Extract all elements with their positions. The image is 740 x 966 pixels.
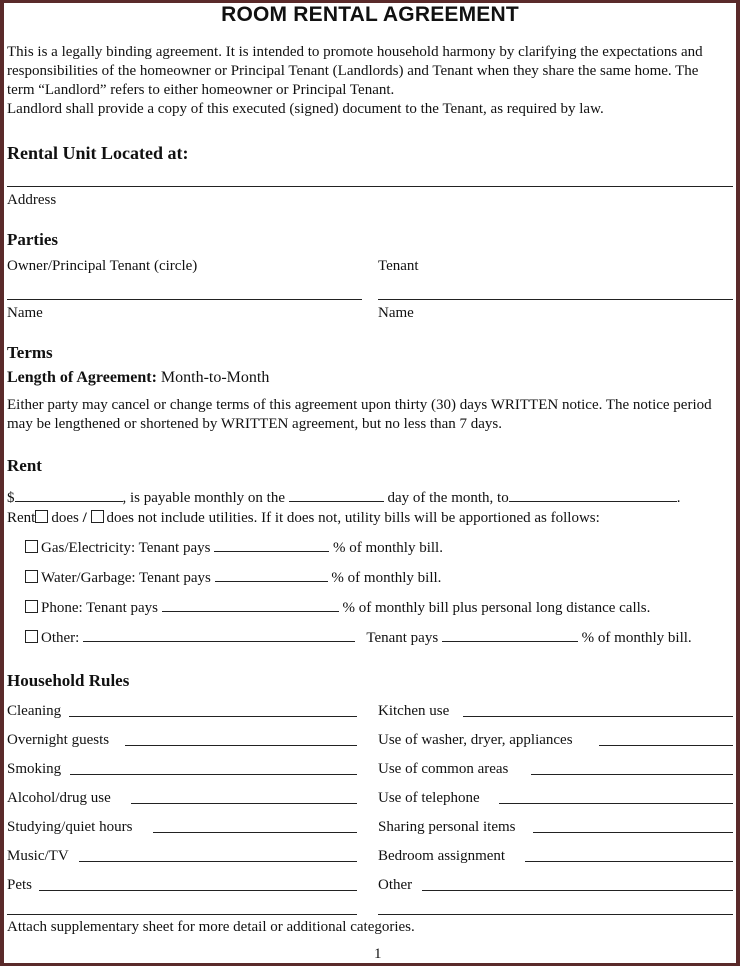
phone-label: Phone: Tenant pays bbox=[41, 600, 158, 616]
rule-washer-label: Use of washer, dryer, appliances bbox=[378, 732, 573, 748]
page-number: 1 bbox=[374, 946, 382, 962]
dollar-sign: $ bbox=[7, 490, 15, 506]
rule-pets-label: Pets bbox=[7, 877, 33, 893]
does-include-checkbox[interactable] bbox=[35, 510, 48, 523]
gas-percent-field[interactable] bbox=[214, 539, 329, 552]
slash-text: / bbox=[82, 510, 87, 526]
intro-text-1: This is a legally binding agreement. It is intended to promote household harmony by clarifying the expectations and responsibilities of the homeowner or Principal Tenant (Landlords) and Tenant when they share the same home. The term “Landlord” refers to either homeowner or Principal Tenant. bbox=[7, 44, 703, 98]
tenant-name-line[interactable] bbox=[378, 299, 733, 300]
rule-common-areas-line[interactable] bbox=[531, 774, 733, 775]
rule-music-line[interactable] bbox=[79, 861, 357, 862]
rule-other-label: Other bbox=[378, 877, 413, 893]
does-text: does bbox=[51, 510, 79, 526]
water-percent-field[interactable] bbox=[215, 569, 328, 582]
rule-other-line[interactable] bbox=[422, 890, 733, 891]
rule-kitchen-label: Kitchen use bbox=[378, 703, 450, 719]
rent-heading: Rent bbox=[7, 456, 42, 475]
other-checkbox[interactable] bbox=[25, 630, 38, 643]
rule-pets-line[interactable] bbox=[39, 890, 357, 891]
other-description-field[interactable] bbox=[83, 629, 355, 642]
rule-alcohol-label: Alcohol/drug use bbox=[7, 790, 111, 806]
rule-smoking-line[interactable] bbox=[70, 774, 357, 775]
rule-telephone-line[interactable] bbox=[499, 803, 733, 804]
other-percent-field[interactable] bbox=[442, 629, 578, 642]
other-suffix: % of monthly bill. bbox=[581, 630, 692, 646]
rule-cleaning-line[interactable] bbox=[69, 716, 357, 717]
rule-bedroom-label: Bedroom assignment bbox=[378, 848, 506, 864]
other-tenant-pays: Tenant pays bbox=[366, 630, 439, 646]
water-suffix: % of monthly bill. bbox=[331, 570, 442, 586]
household-rules-heading: Household Rules bbox=[7, 671, 130, 690]
phone-percent-field[interactable] bbox=[162, 599, 339, 612]
other-label: Other: bbox=[41, 630, 80, 646]
intro-text-2: Landlord shall provide a copy of this executed (signed) document to the Tenant, as required by law. bbox=[7, 101, 604, 117]
owner-name-line[interactable] bbox=[7, 299, 362, 300]
rent-amount-field[interactable] bbox=[15, 489, 123, 502]
period-text: . bbox=[676, 490, 681, 506]
document-title: ROOM RENTAL AGREEMENT bbox=[221, 3, 519, 26]
phone-suffix: % of monthly bill plus personal long distance calls. bbox=[342, 600, 651, 616]
owner-name-label: Name bbox=[7, 305, 43, 321]
payee-field[interactable] bbox=[509, 489, 677, 502]
length-value: Month-to-Month bbox=[160, 369, 270, 386]
address-label: Address bbox=[7, 192, 57, 208]
does-not-include-checkbox[interactable] bbox=[91, 510, 104, 523]
due-day-field[interactable] bbox=[289, 489, 384, 502]
tenant-name-label: Name bbox=[378, 305, 414, 321]
rule-kitchen-line[interactable] bbox=[463, 716, 733, 717]
rule-sharing-label: Sharing personal items bbox=[378, 819, 516, 835]
rule-overnight-label: Overnight guests bbox=[7, 732, 110, 748]
attach-note: Attach supplementary sheet for more detail or additional categories. bbox=[7, 919, 415, 935]
payable-text: , is payable monthly on the bbox=[122, 490, 285, 506]
owner-label: Owner/Principal Tenant (circle) bbox=[7, 258, 198, 274]
rental-unit-heading: Rental Unit Located at: bbox=[7, 143, 189, 163]
gas-label: Gas/Electricity: Tenant pays bbox=[41, 540, 211, 556]
parties-heading: Parties bbox=[7, 230, 58, 249]
rule-extra-line-right[interactable] bbox=[378, 914, 733, 915]
document-page bbox=[4, 3, 736, 963]
rule-sharing-line[interactable] bbox=[533, 832, 733, 833]
day-of-month-text: day of the month, to bbox=[387, 490, 509, 506]
phone-checkbox[interactable] bbox=[25, 600, 38, 613]
rule-overnight-line[interactable] bbox=[125, 745, 357, 746]
intro-paragraph bbox=[7, 43, 729, 119]
rule-extra-line-left[interactable] bbox=[7, 914, 357, 915]
utility-row-gas bbox=[25, 539, 443, 557]
length-label: Length of Agreement: bbox=[7, 369, 157, 386]
water-checkbox[interactable] bbox=[25, 570, 38, 583]
gas-suffix: % of monthly bill. bbox=[332, 540, 443, 556]
address-line[interactable] bbox=[7, 186, 733, 187]
rule-alcohol-line[interactable] bbox=[131, 803, 357, 804]
does-not-text: does not include utilities. If it does not, utility bills will be apportioned as follows: bbox=[106, 510, 600, 526]
rule-bedroom-line[interactable] bbox=[525, 861, 733, 862]
length-of-agreement bbox=[7, 369, 269, 387]
rule-studying-label: Studying/quiet hours bbox=[7, 819, 133, 835]
utilities-include-row bbox=[7, 510, 600, 527]
rule-smoking-label: Smoking bbox=[7, 761, 62, 777]
gas-checkbox[interactable] bbox=[25, 540, 38, 553]
terms-heading: Terms bbox=[7, 343, 53, 362]
rule-studying-line[interactable] bbox=[153, 832, 357, 833]
rent-word: Rent bbox=[7, 510, 36, 526]
tenant-label: Tenant bbox=[378, 258, 419, 274]
terms-text: Either party may cancel or change terms of this agreement upon thirty (30) days WRITTEN notice. The notice period may be lengthened or shortened by WRITTEN agreement, but no less than 7 days. bbox=[7, 397, 712, 432]
rule-telephone-label: Use of telephone bbox=[378, 790, 480, 806]
rule-cleaning-label: Cleaning bbox=[7, 703, 62, 719]
rent-amount-row bbox=[7, 489, 680, 507]
rule-common-areas-label: Use of common areas bbox=[378, 761, 509, 777]
utility-row-phone bbox=[25, 599, 650, 617]
rule-washer-line[interactable] bbox=[599, 745, 733, 746]
water-label: Water/Garbage: Tenant pays bbox=[41, 570, 211, 586]
rule-music-label: Music/TV bbox=[7, 848, 69, 864]
utility-row-other bbox=[25, 629, 692, 647]
utility-row-water bbox=[25, 569, 441, 587]
